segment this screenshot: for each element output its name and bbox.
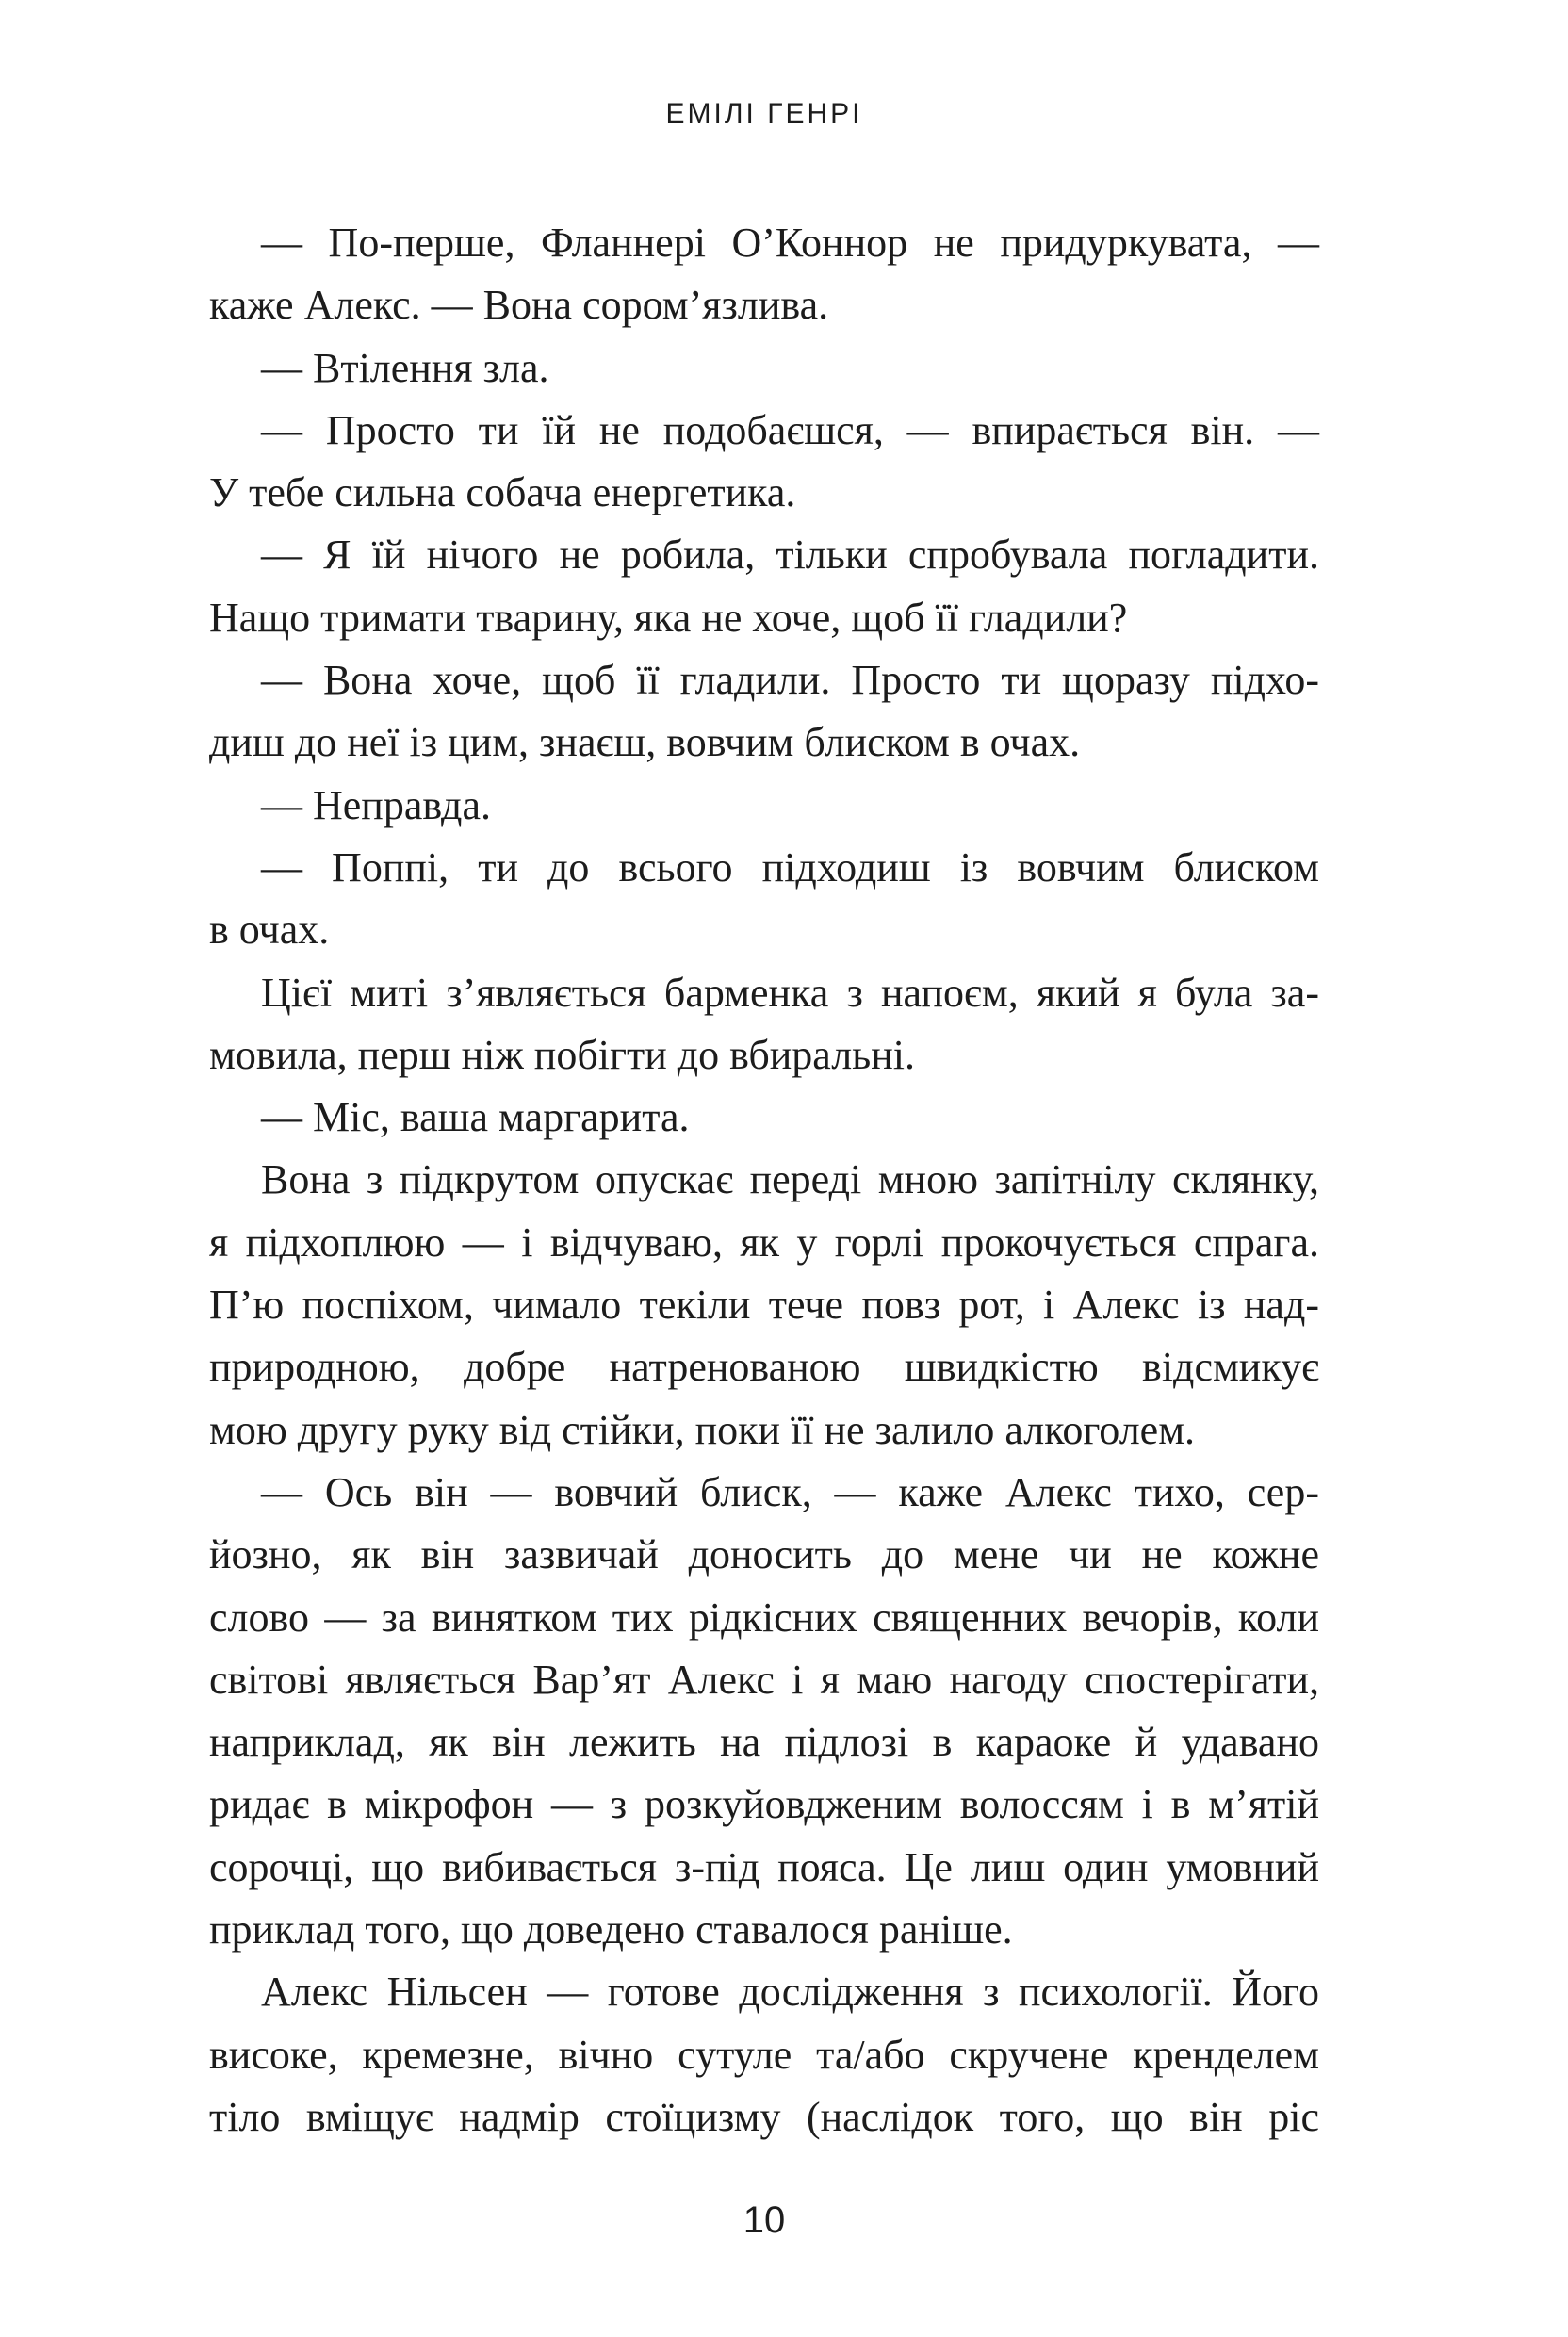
text-line: Вона з підкрутом опускає переді мною запітнілу склянку, bbox=[261, 1156, 1319, 1203]
text-line: — Поппі, ти до всього підходиш із вовчим блиском bbox=[261, 843, 1319, 891]
text-line: — Втілення зла. bbox=[261, 344, 549, 391]
paragraph-dialogue bbox=[209, 837, 1319, 962]
text-line: я підхоплюю — і відчуваю, як у горлі прокочується спрага. bbox=[209, 1218, 1319, 1266]
paragraph-dialogue bbox=[209, 775, 1319, 837]
text-line: світові являється Вар’ят Алекс і я маю нагоду спостерігати, bbox=[209, 1656, 1319, 1703]
text-line: сорочці, що вибивається з-під пояса. Це лиш один умовний bbox=[209, 1843, 1319, 1890]
running-title: ЕМІЛІ ГЕНРІ bbox=[665, 98, 863, 129]
paragraph-narration bbox=[209, 962, 1319, 1087]
page-body bbox=[209, 212, 1319, 2149]
text-line: йозно, як він зазвичай доносить до мене чи не кожне bbox=[209, 1531, 1319, 1578]
text-line: приклад того, що доведено ставалося раніше. bbox=[209, 1906, 1013, 1953]
text-line: ридає в мікрофон — з розкуйовдженим волоссям і в м’ятій bbox=[209, 1781, 1319, 1828]
text-line: мовила, перш ніж побігти до вбиральні. bbox=[209, 1031, 915, 1078]
text-line: — Міс, ваша маргарита. bbox=[261, 1094, 690, 1141]
paragraph-dialogue bbox=[209, 524, 1319, 649]
text-line: — По-перше, Фланнері О’Коннор не придуркувата, — bbox=[261, 220, 1319, 266]
text-line: мою другу руку від стійки, поки її не залило алкоголем. bbox=[209, 1406, 1196, 1453]
paragraph-dialogue bbox=[209, 400, 1319, 525]
text-line: Цієї миті з’являється барменка з напоєм, який я була за- bbox=[261, 969, 1319, 1016]
text-line: каже Алекс. — Вона сором’язлива. bbox=[209, 282, 829, 329]
paragraph-narration bbox=[209, 1149, 1319, 1461]
text-line: — Ось він — вовчий блиск, — каже Алекс тихо, сер- bbox=[261, 1468, 1319, 1515]
text-line: диш до неї із цим, знаєш, вовчим блиском в очах. bbox=[209, 719, 1081, 766]
paragraph-dialogue bbox=[209, 337, 1319, 400]
text-line: — Вона хоче, щоб її гладили. Просто ти щоразу підхо- bbox=[261, 657, 1319, 704]
text-line: тіло вміщує надмір стоїцизму (наслідок того, що він ріс bbox=[209, 2093, 1319, 2140]
text-line: слово — за винятком тих рідкісних священних вечорів, коли bbox=[209, 1593, 1319, 1641]
page-footer bbox=[209, 2199, 1319, 2241]
paragraph-dialogue bbox=[209, 649, 1319, 775]
text-line: в очах. bbox=[209, 907, 330, 954]
text-line: — Просто ти їй не подобаєшся, — впирається він. — bbox=[261, 406, 1319, 453]
paragraph-dialogue bbox=[209, 212, 1319, 337]
paragraph-dialogue bbox=[209, 1462, 1319, 1961]
running-header bbox=[209, 98, 1319, 130]
paragraph-narration bbox=[209, 1961, 1319, 2149]
text-line: високе, кремезне, вічно сутуле та/або скручене кренделем bbox=[209, 2031, 1319, 2078]
paragraph-dialogue bbox=[209, 1087, 1319, 1149]
page-number: 10 bbox=[743, 2199, 786, 2241]
text-line: П’ю поспіхом, чимало текіли тече повз рот, і Алекс із над- bbox=[209, 1282, 1319, 1329]
text-line: природною, добре натренованою швидкістю відсмикує bbox=[209, 1344, 1319, 1391]
text-line: У тебе сильна собача енергетика. bbox=[209, 469, 796, 516]
text-line: наприклад, як він лежить на підлозі в караоке й удавано bbox=[209, 1719, 1319, 1766]
text-line: — Я їй нічого не робила, тільки спробувала погладити. bbox=[261, 531, 1319, 579]
text-line: Нащо тримати тварину, яка не хоче, щоб її гладили? bbox=[209, 594, 1128, 641]
text-line: Алекс Нільсен — готове дослідження з психології. Його bbox=[261, 1969, 1319, 2016]
text-line: — Неправда. bbox=[261, 781, 491, 828]
